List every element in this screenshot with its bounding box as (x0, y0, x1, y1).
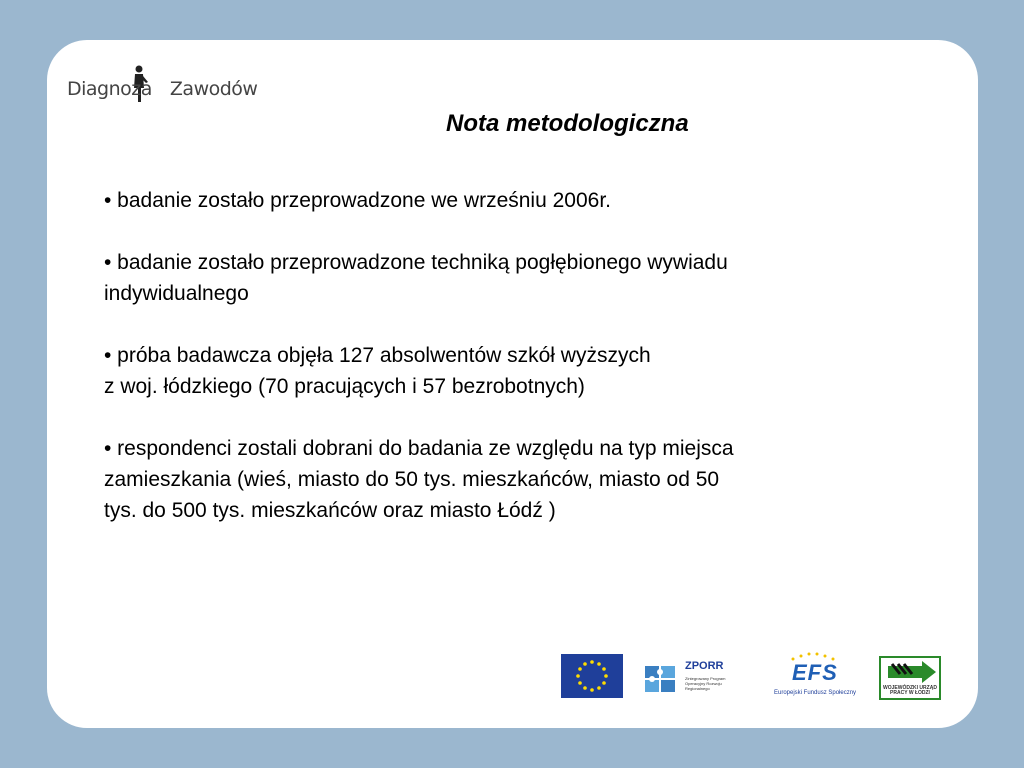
wup-label: WOJEWÓDZKI URZĄD PRACY W ŁODZI (883, 685, 937, 696)
efs-logo (774, 652, 857, 702)
diagnoza-zawodow-logo (67, 64, 258, 112)
wup-logo (879, 656, 941, 700)
zporr-subtitle: Zintegrowany Program Operacyjny Rozwoju Regionalnego (685, 676, 726, 691)
bullet-item: • respondenci zostali dobrani do badania ze względu na typ miejsca zamieszkania (wieś, miasto do 50 tys. mieszkańców, miasto od 50 tys. do 500 tys. mieszkańców oraz miasto Łódź ) (104, 437, 734, 522)
page-title: Nota metodologiczna (446, 110, 689, 137)
bullet-item: • badanie zostało przeprowadzone techniką pogłębionego wywiadu indywidualnego (104, 251, 728, 305)
footer-logos (47, 652, 978, 702)
bullet-item: • próba badawcza objęła 127 absolwentów szkół wyższych z woj. łódzkiego (70 pracujących i 57 bezrobotnych) (104, 344, 651, 398)
logo-text (67, 78, 257, 100)
puzzle-icon (643, 660, 679, 696)
eu-flag-icon (561, 654, 623, 698)
logo-word-2: Zawodów (169, 78, 258, 100)
bullet-list (104, 185, 904, 557)
efs-subtitle: Europejski Fundusz Społeczny (774, 690, 857, 696)
arrow-icon (882, 660, 940, 684)
efs-label: EFS (792, 660, 838, 685)
bullet-item: • badanie zostało przeprowadzone we wrześniu 2006r. (104, 189, 611, 212)
zporr-label: ZPORR (685, 660, 724, 672)
slide-card (47, 40, 978, 728)
logo-word-1: Diagnoza (67, 78, 152, 100)
zporr-logo (643, 656, 739, 698)
